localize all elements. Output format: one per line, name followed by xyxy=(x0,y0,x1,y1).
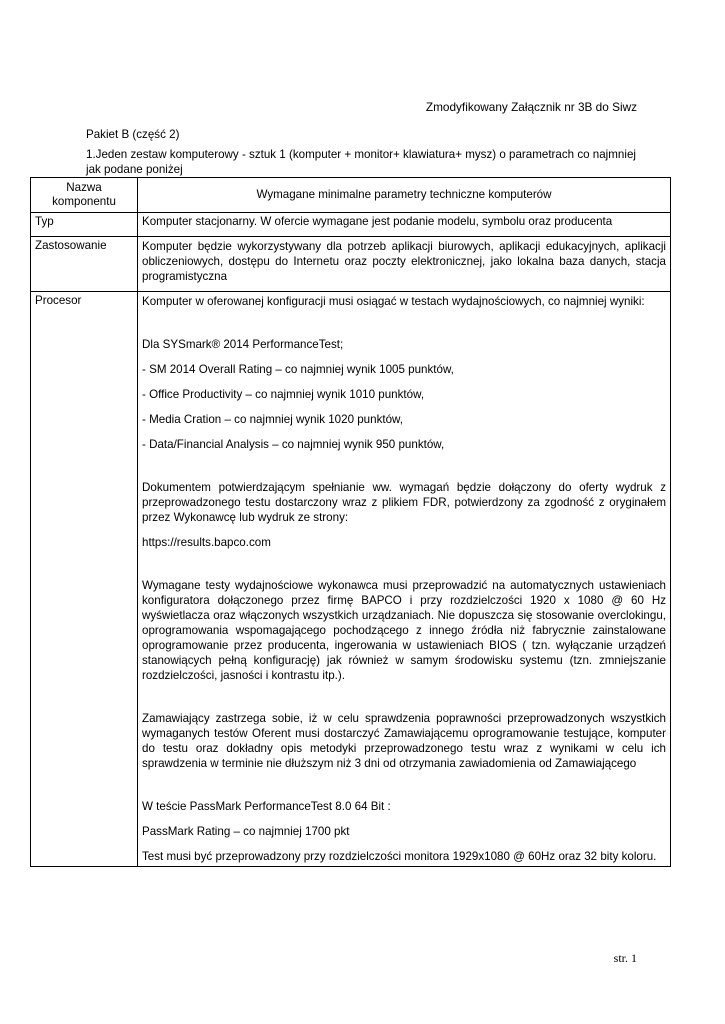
paragraph: Zamawiający zastrzega sobie, iż w celu sprawdzenia poprawności przeprowadzonych wszystkich wymaganych testów Oferent musi dostarczyć Zamawiającemu oprogramowanie testujące, komputer do testu oraz dokładny opis metodyki przeprowadzonego testu wraz z wynikami w celu ich sprawdzenia w terminie nie dłuższym niż 3 dni od otrzymania zawiadomienia od Zamawiającego xyxy=(142,712,666,770)
paragraph: - Media Cration – co najmniej wynik 1020 punktów, xyxy=(142,413,403,426)
intro-text: 1.Jeden zestaw komputerowy - sztuk 1 (komputer + monitor+ klawiatura+ mysz) o parametrach co najmniej jak podane poniżej xyxy=(86,148,636,176)
paragraph: - Office Productivity – co najmniej wynik 1010 punktów, xyxy=(142,388,425,401)
paragraph: W teście PassMark PerformanceTest 8.0 64 Bit : xyxy=(142,800,391,813)
paragraph: Dla SYSmark® 2014 PerformanceTest; xyxy=(142,338,344,351)
document-title: Zmodyfikowany Załącznik nr 3B do Siwz xyxy=(425,100,637,114)
row-zastosowanie xyxy=(31,237,671,292)
row-text: Komputer będzie wykorzystywany dla potrzeb aplikacji biurowych, aplikacji edukacyjnych, aplikacji obliczeniowych, dostępu do Internetu oraz poczty elektronicznej, jako lokalna baza danych, stacja programistyczna xyxy=(138,237,671,292)
header-parameters: Wymagane minimalne parametry techniczne komputerów xyxy=(138,178,671,213)
paragraph: - Data/Financial Analysis – co najmniej wynik 950 punktów, xyxy=(142,438,445,451)
spec-table xyxy=(30,177,671,867)
header-component: Nazwa komponentu xyxy=(31,178,138,213)
paragraph: - SM 2014 Overall Rating – co najmniej wynik 1005 punktów, xyxy=(142,363,454,376)
paragraph: https://results.bapco.com xyxy=(142,536,271,549)
paragraph: Komputer w oferowanej konfiguracji musi osiągać w testach wydajnościowych, co najmniej wyniki: xyxy=(142,295,645,308)
page-number: str. 1 xyxy=(613,951,637,965)
paragraph: Wymagane testy wydajnościowe wykonawca musi przeprowadzić na automatycznych ustawieniach konfiguratora dołączonego przez firmę BAPCO i przy rozdzielczości 1920 x 1080 @ 60 Hz wyświetlacza oraz włączonych wszystkich urządzaniach. Nie dopuszcza się stosowanie overclokingu, oprogramowania wspomagającego pochodzącego z innego źródła niż fabrycznie zainstalowane oprogramowanie przez producenta, ingerowania w ustawieniach BIOS ( tzn. wyłączanie urządzeń stanowiących pełną konfigurację) jak również w samym środowisku systemu (tzn. zmniejszanie rozdzielczości, jasności i kontrastu itp.). xyxy=(142,579,666,682)
package-label: Pakiet B (część 2) xyxy=(86,128,180,141)
row-name: Zastosowanie xyxy=(31,237,138,292)
paragraph: PassMark Rating – co najmniej 1700 pkt xyxy=(142,825,350,838)
row-name: Procesor xyxy=(31,292,138,867)
paragraph: Test musi być przeprowadzony przy rozdzielczości monitora 1929x1080 @ 60Hz oraz 32 bity koloru. xyxy=(142,850,657,863)
row-text: Komputer stacjonarny. W ofercie wymagane jest podanie modelu, symbolu oraz producenta xyxy=(138,213,671,237)
row-text xyxy=(138,292,671,867)
row-name: Typ xyxy=(31,213,138,237)
row-typ xyxy=(31,213,671,237)
paragraph: Dokumentem potwierdzającym spełnianie ww. wymagań będzie dołączony do oferty wydruk z przeprowadzonego testu dostarczony wraz z plikiem FDR, potwierdzony za zgodność z oryginałem przez Wykonawcę lub wydruk ze strony: xyxy=(142,481,666,524)
row-procesor xyxy=(31,292,671,867)
table-header-row xyxy=(31,178,671,213)
